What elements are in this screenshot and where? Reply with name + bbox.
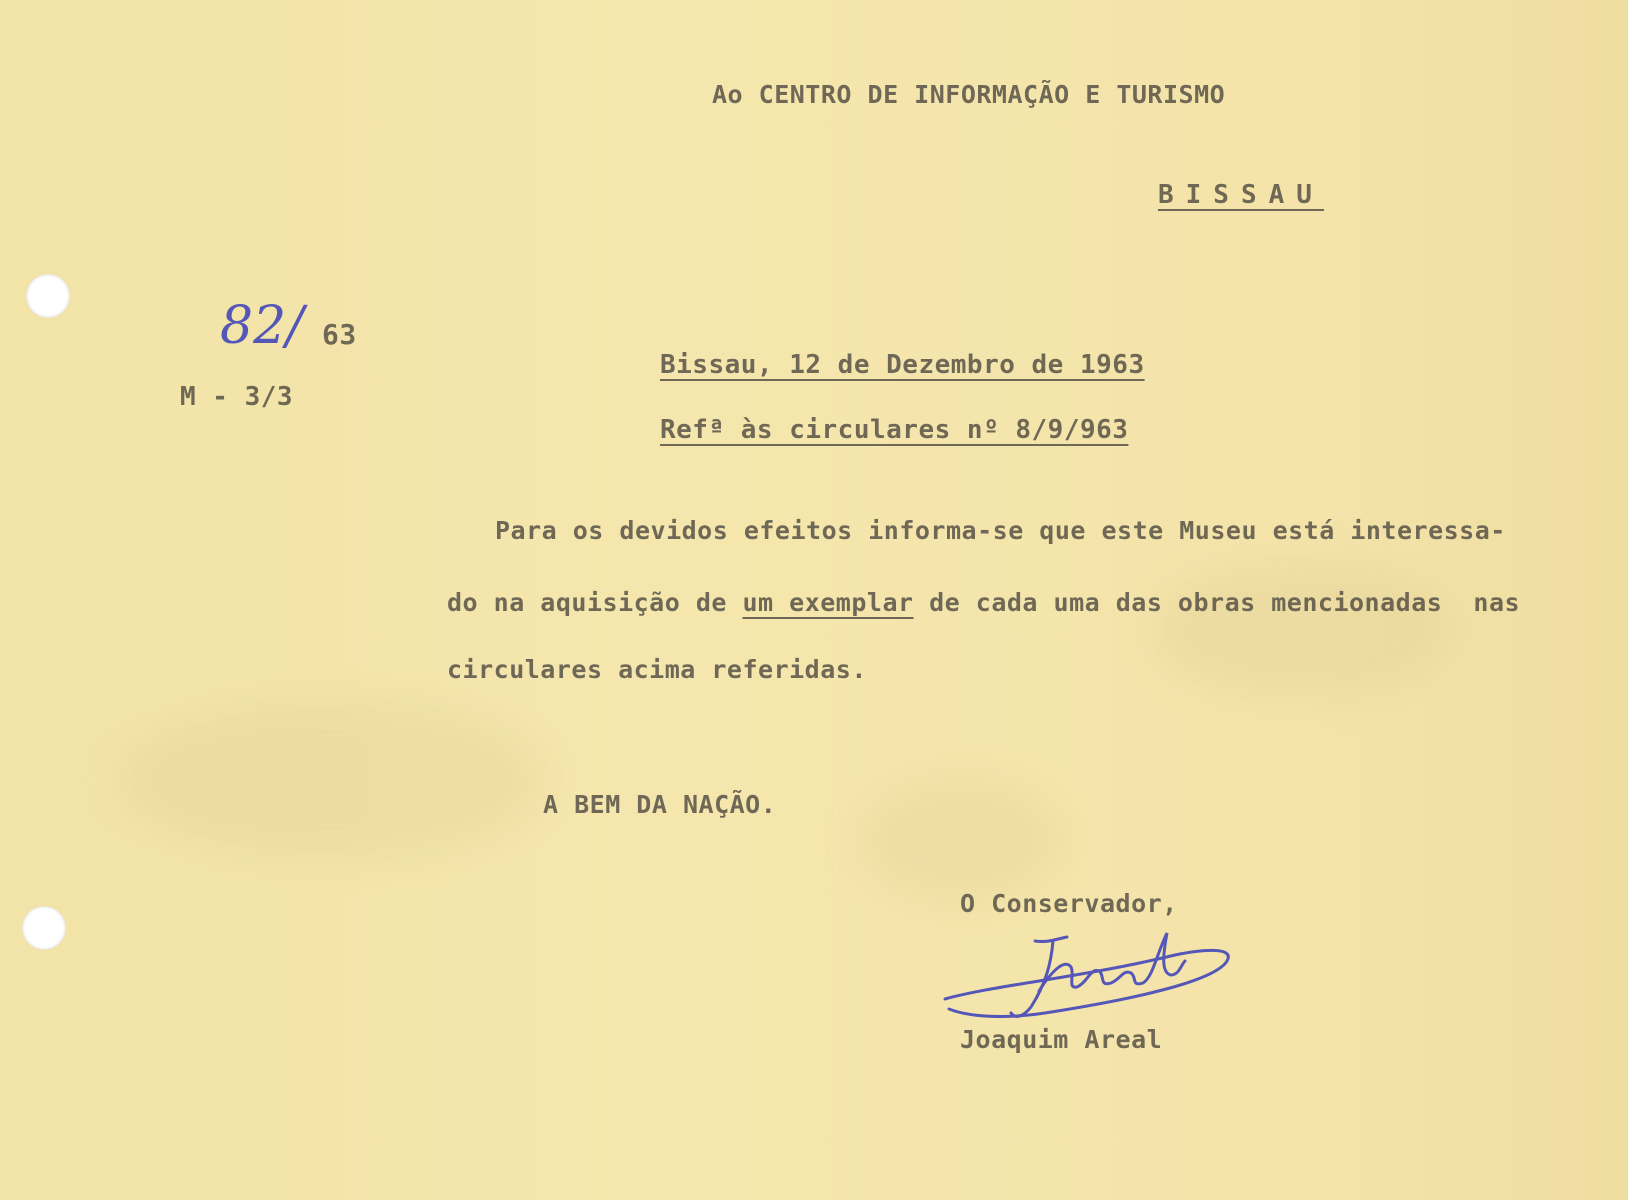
punch-hole-bottom	[22, 906, 66, 950]
emphasized-phrase: um exemplar	[742, 588, 914, 617]
handwritten-reference-number: 82/	[220, 296, 304, 356]
file-code: M - 3/3	[180, 382, 294, 412]
body-line-1: Para os devidos efeitos informa-se que este Museu está interessa-	[495, 516, 1506, 545]
signer-name: Joaquim Areal	[960, 1025, 1163, 1054]
body-line-3: circulares acima referidas.	[447, 655, 867, 684]
paper-stain	[120, 700, 540, 860]
body-line-2-end: de cada uma das obras mencionadas nas	[913, 588, 1521, 617]
paper-stain	[1150, 560, 1450, 700]
closing-salutation: A BEM DA NAÇÃO.	[543, 790, 777, 819]
body-line-2-start: do na aquisição de	[447, 588, 743, 617]
date-line: Bissau, 12 de Dezembro de 1963	[660, 350, 1145, 380]
reference-year: 63	[322, 318, 357, 351]
paper-stain	[860, 780, 1060, 900]
body-line-2	[447, 588, 1520, 617]
recipient-line: Ao CENTRO DE INFORMAÇÃO E TURISMO	[712, 80, 1226, 109]
reference-line: Refª às circulares nº 8/9/963	[660, 415, 1129, 445]
punch-hole-top	[26, 274, 70, 318]
city-heading: BISSAU	[1158, 180, 1324, 210]
signer-title: O Conservador,	[960, 889, 1178, 918]
